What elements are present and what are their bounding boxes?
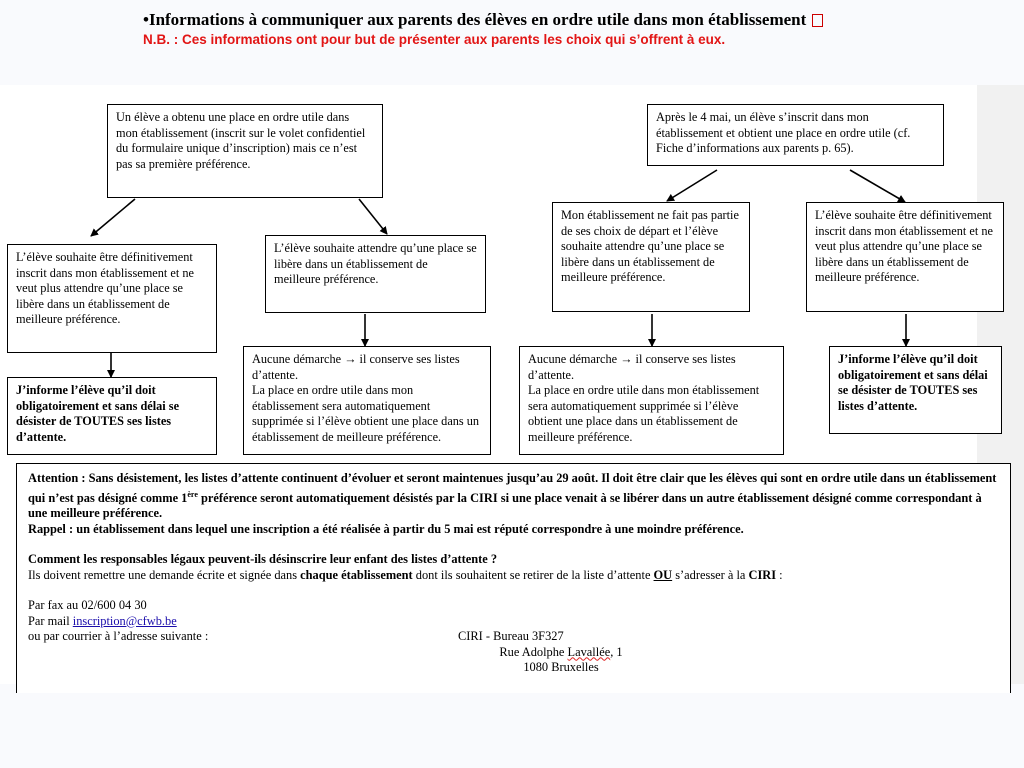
- mail-line: Par mail inscription@cfwb.be: [28, 613, 177, 628]
- missing-glyph-icon: [812, 14, 823, 27]
- address-line-2: Rue Adolphe Lavallée, 1: [499, 644, 623, 659]
- result-line1: Aucune démarche: [528, 352, 621, 366]
- slide-subtitle: N.B. : Ces informations ont pour but de présenter aux parents les choix qui s’offrent à eux.: [143, 32, 726, 47]
- left-result-b-box: [243, 346, 491, 455]
- right-top-box: Après le 4 mai, un élève s’inscrit dans mon établissement et obtient une place en ordre utile (cf. Fiche d’informations aux parents p. 65).: [647, 104, 944, 166]
- address-line-3: 1080 Bruxelles: [523, 660, 599, 675]
- result-line1: Aucune démarche: [252, 352, 345, 366]
- attention-paragraph: Attention : Sans désistement, les listes d’attente continuent d’évoluer et seront maintenues jusqu’au 29 août. Il doit être clair que les élèves qui sont en ordre utile dans un établissement qui n’est pas désigné comme 1ère préférence seront automatiquement désistés par la CIRI si une place venait à se libérer dans un autre établissement désigné comme correspondant à une meilleure préférence.: [28, 471, 997, 521]
- left-branch-b-box: L’élève souhaite attendre qu’une place se libère dans un établissement de meilleure préférence.: [265, 235, 486, 313]
- mail-link[interactable]: inscription@cfwb.be: [72, 613, 177, 628]
- right-arrow-icon: →: [620, 352, 633, 366]
- right-result-a-box: [519, 346, 784, 455]
- question-heading: Comment les responsables légaux peuvent-ils désinscrire leur enfant des listes d’attente ?: [28, 552, 498, 567]
- notice-box: [16, 463, 1011, 693]
- fax-line: Par fax au 02/600 04 30: [28, 598, 147, 613]
- slide-title: •Informations à communiquer aux parents des élèves en ordre utile dans mon établissement: [143, 10, 1013, 30]
- right-branch-b-box: L’élève souhaite être définitivement inscrit dans mon établissement et ne veut plus attendre qu’une place se libère dans un établissement de meilleure préférence.: [806, 202, 1004, 312]
- right-branch-a-box: Mon établissement ne fait pas partie de ses choix de départ et l’élève souhaite attendre qu’une place se libère dans un établissement de meilleure préférence.: [552, 202, 750, 312]
- left-result-a-box: J’informe l’élève qu’il doit obligatoirement et sans délai se désister de TOUTES ses listes d’attente.: [7, 377, 217, 455]
- result-line1-end: il conserve ses listes d’attente.: [252, 352, 460, 382]
- result-line2: La place en ordre utile dans mon établissement sera automatiquement supprimée si l’élève obtient une place dans un établissement de meilleure préférence.: [252, 383, 480, 444]
- post-line: ou par courrier à l’adresse suivante : CIRI - Bureau 3F327: [28, 629, 564, 644]
- result-line1-end: il conserve ses listes d’attente.: [528, 352, 736, 382]
- rappel-paragraph: Rappel : un établissement dans lequel une inscription a été réalisée à partir du 5 mai est réputé correspondre à une moindre préférence.: [28, 521, 744, 536]
- address-line-1: CIRI - Bureau 3F327: [458, 629, 564, 644]
- right-arrow-icon: →: [344, 352, 357, 366]
- result-line2: La place en ordre utile dans mon établissement sera automatiquement supprimée si l’élève obtient une place dans un établissement de meilleure préférence.: [528, 383, 760, 444]
- slide-bottom-band: [0, 684, 1024, 768]
- left-branch-a-box: L’élève souhaite être définitivement inscrit dans mon établissement et ne veut plus attendre qu’une place se libère dans un établissement de meilleure préférence.: [7, 244, 217, 353]
- right-result-b-box: J’informe l’élève qu’il doit obligatoirement et sans délai se désister de TOUTES ses listes d’attente.: [829, 346, 1002, 434]
- left-top-box: Un élève a obtenu une place en ordre utile dans mon établissement (inscrit sur le volet confidentiel du formulaire unique d’inscription) mais ce n’est pas sa première préférence.: [107, 104, 383, 198]
- answer-paragraph: Ils doivent remettre une demande écrite et signée dans chaque établissement dont ils souhaitent se retirer de la liste d’attente OU s’adresser à la CIRI :: [28, 567, 783, 582]
